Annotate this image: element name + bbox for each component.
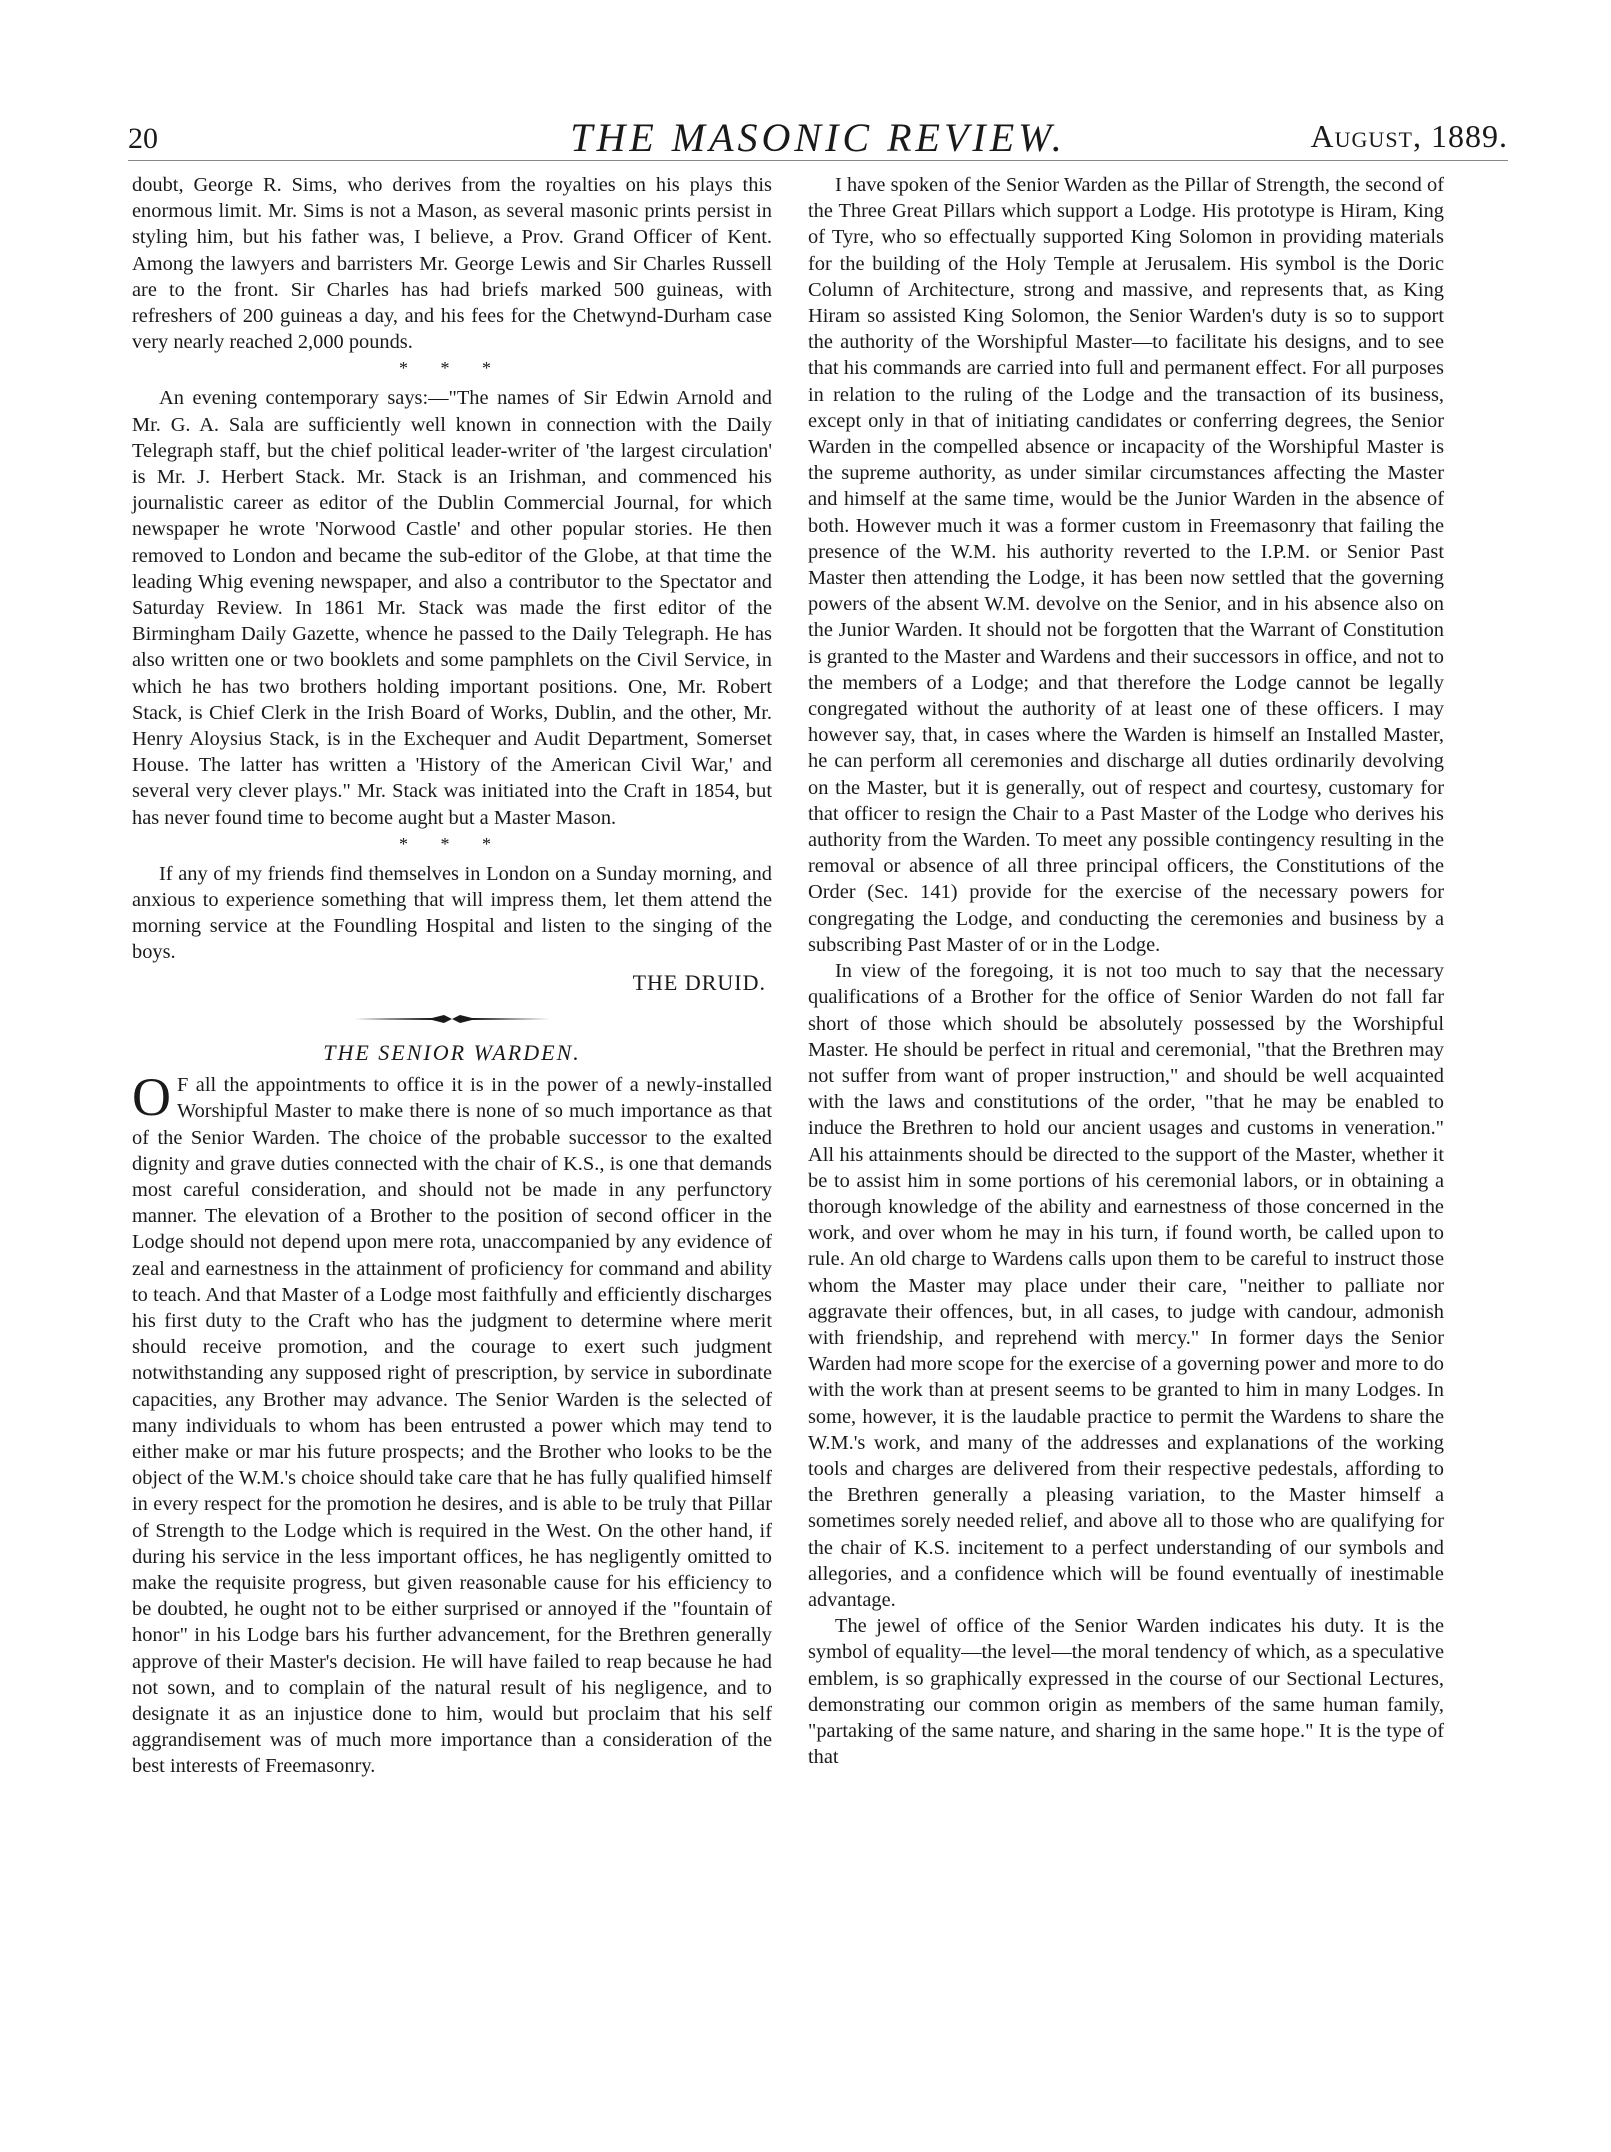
masthead-title: THE MASONIC REVIEW.: [570, 115, 1066, 160]
divider-ornament: [352, 1012, 552, 1026]
author-signature: THE DRUID.: [632, 969, 766, 995]
drop-cap: O: [132, 1067, 171, 1128]
left-column: [132, 172, 772, 1780]
page-number: 20: [128, 122, 158, 155]
paragraph-appointments-text: F all the appointments to office it is in the power of a newly-installed Worshipful Master to make there is none of so much importance as that of the Senior Warden. The choice of the probable successor to the exalted dignity and grave duties connected with the chair of K.S., is one that demands most careful consideration, and should not be made in any perfunctory manner. The elevation of a Brother to the position of second officer in the Lodge should not depend upon mere rota, unaccompanied by any evidence of zeal and earnestness in the attainment of proficiency for command and ability to teach. And that Master of a Lodge most faithfully and efficiently discharges his first duty to the Craft who has the judgment to determine where merit should receive promotion, and the courage to exert such judgment notwithstanding any supposed right of prescription, by service in subordinate capacities, any Brother may advance. The Senior Warden is the selected of many individuals to whom has been entrusted a power which may tend to either make or mar his future prospects; and the Brother who looks to be the object of the W.M.'s choice should take care that he has fully qualified himself in every respect for the promotion he desires, and is able to be truly that Pillar of Strength to the Lodge which is required in the West. On the other hand, if during his service in the less important offices, he has negligently omitted to make the requisite progress, but given reasonable cause for his efficiency to be doubted, he ought not to be either surprised or annoyed if the "fountain of honor" in his Lodge bars his further advancement, for the Brethren generally approve of their Master's decision. He will have failed to reap because he had not sown, and to complain of the natural result of his negligence, and to designate it as an injustice done to him, would but proclaim that his self aggrandisement was of much more importance than a consideration of the best interests of Freemasonry.: [132, 1074, 772, 1778]
paragraph-sims: doubt, George R. Sims, who derives from the royalties on his plays this enormous limit. Mr. Sims is not a Mason, as several masonic prints persist in styling him, but his father was, I believe, a Prov. Grand Officer of Kent. Among the lawyers and barristers Mr. George Lewis and Sir Charles Russell are to the front. Sir Charles has had briefs marked 500 guineas, with refreshers of 200 guineas a day, and his fees for the Chetwynd-Durham case very nearly reached 2,000 pounds.: [132, 174, 772, 354]
header-rule: [128, 160, 1508, 161]
paragraph-stack: An evening contemporary says:—"The names of Sir Edwin Arnold and Mr. G. A. Sala are sufficiently well known in connection with the Daily Telegraph staff, but the chief political leader-writer of 'the largest circulation' is Mr. J. Herbert Stack. Mr. Stack is an Irishman, and commenced his journalistic career as editor of the Dublin Commercial Journal, for which newspaper he wrote 'Norwood Castle' and other popular stories. He then removed to London and became the sub-editor of the Globe, at that time the leading Whig evening newspaper, and also a contributor to the Spectator and Saturday Review. In 1861 Mr. Stack was made the first editor of the Birmingham Daily Gazette, whence he passed to the Daily Telegraph. He has also written one or two booklets and some pamphlets on the Civil Service, in which he has two brothers holding important positions. One, Mr. Robert Stack, is Chief Clerk in the Irish Board of Works, Dublin, and the other, Mr. Henry Aloysius Stack, is in the Exchequer and Audit Department, Somerset House. The latter has written a 'History of the American Civil War,' and several very clever plays." Mr. Stack was initiated into the Craft in 1854, but has never found time to become aught but a Master Mason.: [132, 387, 772, 829]
page-header: [128, 112, 1508, 164]
right-column: [808, 172, 1444, 1770]
article-title: THE SENIOR WARDEN.: [323, 1039, 581, 1065]
paragraph-pillar: I have spoken of the Senior Warden as the Pillar of Strength, the second of the Three Great Pillars which support a Lodge. His prototype is Hiram, King of Tyre, who so effectually supported King Solomon in providing materials for the building of the Holy Temple at Jerusalem. His symbol is the Doric Column of Architecture, strong and massive, and represents that, as King Hiram so assisted King Solomon, the Senior Warden's duty is so to support the authority of the Worshipful Master—to facilitate his designs, and to see that his commands are carried into full and permanent effect. For all purposes in relation to the ruling of the Lodge and the transaction of its business, except only in that of initiating candidates or conferring degrees, the Senior Warden in the compelled absence or incapacity of the Worshipful Master is the supreme authority, as under similar circumstances affecting the Master and himself at the same time, would be the Junior Warden in the absence of both. However much it was a former custom in Freemasonry that failing the presence of the W.M. his authority reverted to the I.P.M. or Senior Past Master then attending the Lodge, it has been now settled that the governing powers of the absent W.M. devolve on the Senior, and in his absence also on the Junior Warden. It should not be forgotten that the Warrant of Constitution is granted to the Master and Wardens and their successors in office, and not to the members of a Lodge; and that therefore the Lodge cannot be legally congregated without the authority of at least one of these officers. I may however say, that, in cases where the Warden is himself an Installed Master, he can perform all ceremonies and discharge all duties ordinarily devolving on the Master, but it is generally, out of respect and courtesy, customary for that officer to resign the Chair to a Past Master of the Lodge who derives his authority from the Warden. To meet any possible contingency resulting in the removal or absence of all three principal officers, the Constitutions of the Order (Sec. 141) provide for the exercise of the necessary powers for congregating the Lodge, and conducting the ceremonies and business by a subscribing Past Master of or in the Lodge.: [808, 174, 1444, 956]
paragraph-foundling: If any of my friends find themselves in London on a Sunday morning, and anxious to experience something that will impress them, let them attend the morning service at the Foundling Hospital and listen to the singing of the boys.: [132, 862, 772, 964]
section-separator: * * *: [399, 358, 505, 379]
paragraph-appointments: [132, 1067, 772, 1779]
section-separator: * * *: [399, 833, 505, 854]
paragraph-jewel: The jewel of office of the Senior Warden indicates his duty. It is the symbol of equality—the level—the moral tendency of which, as a speculative emblem, is so graphically expressed in the course of our Sectional Lectures, demonstrating our common origin as members of the same human family, "partaking of the same nature, and sharing in the same hope." It is the type of that: [808, 1615, 1444, 1769]
paragraph-qualifications: In view of the foregoing, it is not too much to say that the necessary qualifications of a Brother for the office of Senior Warden do not fall far short of those which should be absolutely possessed by the Worshipful Master. He should be perfect in ritual and ceremonial, "that the Brethren may not suffer from want of proper instruction," and should be well acquainted with the laws and constitutions of the order, "that he may be enabled to induce the Brethren to hold our ancient usages and customs in veneration." All his attainments should be directed to the support of the Master, whether it be to assist him in some portions of his ceremonial labors, or in obtaining a thorough knowledge of the ability and earnestness of those concerned in the work, and over whom he may in his turn, if found worth, be called upon to rule. An old charge to Wardens calls upon them to be careful to instruct those whom the Master may place under their care, "neither to palliate nor aggravate their offences, but, in all cases, to judge with candour, admonish with friendship, and reprehend with mercy." In former days the Senior Warden had more scope for the exercise of a governing power and more to do with the work than at present seems to be granted to him in many Lodges. In some, however, it is the laudable practice to permit the Wardens to share the W.M.'s work, and many of the addresses and explanations of the working tools and charges are delivered from their respective pedestals, affording to the Brethren generally a pleasing variation, to the Master himself a sometimes sorely needed relief, and above all to those who are qualifying for the chair of K.S. incitement to a perfect understanding of our symbols and allegories, and a confidence which will be found eventually of inestimable advantage.: [808, 960, 1444, 1611]
issue-date: August, 1889.: [1310, 118, 1508, 154]
